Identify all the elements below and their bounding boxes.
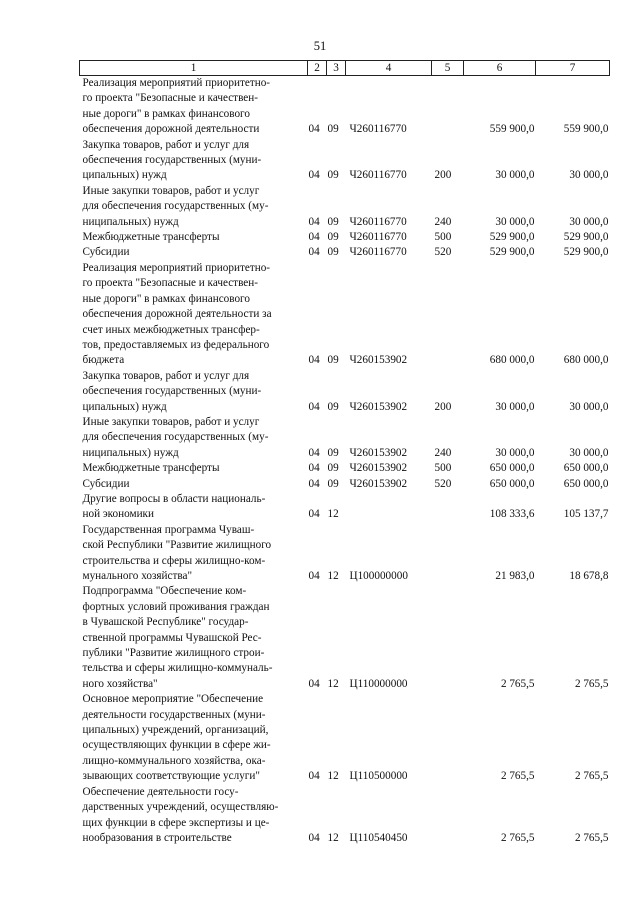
table-row bbox=[80, 692, 610, 784]
table-row bbox=[80, 184, 610, 230]
section-code: 04 bbox=[308, 231, 320, 244]
section-code: 04 bbox=[308, 169, 320, 182]
item-name: Подпрограмма "Обеспечение ком- фортных условий проживания граждан в Чувашской Республике" государ- ственной программы Чувашской Рес- публики "Развитие жилищного строи- тельства и сферы жилищно-коммуналь- ного хозяйства" bbox=[82, 585, 273, 690]
header-col-4: 4 bbox=[346, 61, 432, 76]
amount-col-6: 108 333,6 bbox=[489, 508, 535, 521]
table-row bbox=[80, 76, 610, 138]
target-article-code: Ч260153902 bbox=[349, 354, 408, 367]
target-article-code: Ч260116770 bbox=[349, 123, 407, 136]
item-name: Субсидии bbox=[82, 246, 130, 259]
section-code: 04 bbox=[308, 831, 320, 844]
expense-type-code: 240 bbox=[434, 215, 452, 228]
section-code: 04 bbox=[308, 446, 320, 459]
amount-col-7: 30 000,0 bbox=[569, 215, 609, 228]
item-name: Реализация мероприятий приоритетно- го проекта "Безопасные и качествен- ные дороги" в рамках финансового обеспечения дорожной деятельности bbox=[82, 77, 271, 136]
header-col-6: 6 bbox=[464, 61, 536, 76]
header-col-1: 1 bbox=[80, 61, 308, 76]
amount-col-7: 529 900,0 bbox=[563, 231, 609, 244]
table-row bbox=[80, 230, 610, 245]
subsection-code: 09 bbox=[327, 354, 339, 367]
amount-col-7: 650 000,0 bbox=[563, 462, 609, 475]
item-name: Основное мероприятие "Обеспечение деятельности государственных (муни- ципальных) учреждений, организаций, осуществляющих функции в сфере жи- лищно-коммунального хозяйства, ока- зывающих соответствующие услуги" bbox=[82, 693, 271, 783]
target-article-code: Ч260116770 bbox=[349, 215, 407, 228]
amount-col-6: 2 765,5 bbox=[500, 831, 535, 844]
item-name: Иные закупки товаров, работ и услуг для обеспечения государственных (му- ниципальных) нужд bbox=[82, 184, 269, 228]
amount-col-7: 18 678,8 bbox=[569, 570, 609, 582]
target-article-code: Ч260153902 bbox=[349, 462, 408, 475]
expense-type-code bbox=[432, 785, 464, 847]
subsection-code: 09 bbox=[327, 231, 339, 244]
target-article-code: Ч260116770 bbox=[349, 231, 407, 244]
subsection-code: 09 bbox=[327, 477, 339, 490]
amount-col-6: 559 900,0 bbox=[489, 123, 535, 136]
target-article-code: Ц110000000 bbox=[349, 677, 408, 690]
subsection-code: 12 bbox=[327, 677, 339, 690]
item-name: Закупка товаров, работ и услуг для обеспечения государственных (муни- ципальных) нужд bbox=[82, 138, 262, 182]
amount-col-7: 2 765,5 bbox=[574, 831, 609, 844]
expense-type-code bbox=[432, 523, 464, 585]
section-code: 04 bbox=[308, 462, 320, 475]
item-name: Другие вопросы в области националь- ной экономики bbox=[82, 492, 266, 521]
subsection-code: 12 bbox=[327, 831, 339, 844]
section-code: 04 bbox=[308, 400, 320, 413]
section-code: 04 bbox=[308, 246, 320, 259]
subsection-code: 09 bbox=[327, 246, 339, 259]
table-row bbox=[80, 461, 610, 476]
header-row bbox=[80, 61, 610, 76]
target-article-code: Ч260153902 bbox=[349, 477, 408, 490]
budget-table bbox=[79, 60, 610, 846]
item-name: Межбюджетные трансферты bbox=[82, 231, 220, 244]
table-row bbox=[80, 477, 610, 492]
item-name: Межбюджетные трансферты bbox=[82, 462, 220, 475]
amount-col-7: 2 765,5 bbox=[574, 770, 609, 783]
expense-type-code: 520 bbox=[434, 246, 452, 259]
table-row bbox=[80, 261, 610, 369]
subsection-code: 09 bbox=[327, 462, 339, 475]
subsection-code: 12 bbox=[327, 508, 339, 521]
subsection-code: 09 bbox=[327, 215, 339, 228]
amount-col-7: 105 137,7 bbox=[563, 508, 609, 521]
item-name: Обеспечение деятельности госу- дарственных учреждений, осуществляю- щих функции в сфере экспертизы и це- нообразования в строительстве bbox=[82, 785, 279, 844]
amount-col-6: 30 000,0 bbox=[495, 215, 535, 228]
target-article-code: Ц100000000 bbox=[349, 570, 408, 582]
table-row bbox=[80, 138, 610, 184]
target-article-code: Ч260116770 bbox=[349, 169, 407, 182]
expense-type-code bbox=[432, 584, 464, 692]
table-row bbox=[80, 584, 610, 692]
amount-col-6: 2 765,5 bbox=[500, 770, 535, 783]
subsection-code: 09 bbox=[327, 169, 339, 182]
amount-col-6: 2 765,5 bbox=[500, 677, 535, 690]
amount-col-7: 559 900,0 bbox=[563, 123, 609, 136]
amount-col-6: 529 900,0 bbox=[489, 231, 535, 244]
section-code: 04 bbox=[308, 354, 320, 367]
expense-type-code: 500 bbox=[434, 231, 452, 244]
subsection-code: 12 bbox=[327, 570, 339, 582]
header-col-3: 3 bbox=[327, 61, 346, 76]
item-name: Государственная программа Чуваш- ской Республики "Развитие жилищного строительства и сферы жилищно-ком- мунального хозяйства" bbox=[82, 523, 272, 582]
item-name: Субсидии bbox=[82, 477, 130, 490]
target-article-code: Ц110540450 bbox=[349, 831, 408, 844]
table-row bbox=[80, 369, 610, 415]
expense-type-code: 500 bbox=[434, 462, 452, 475]
section-code: 04 bbox=[308, 123, 320, 136]
section-code: 04 bbox=[308, 477, 320, 490]
amount-col-6: 650 000,0 bbox=[489, 462, 535, 475]
target-article-code bbox=[346, 492, 432, 523]
page-number: 51 bbox=[313, 39, 327, 53]
table-row bbox=[80, 785, 610, 847]
header-col-2: 2 bbox=[308, 61, 327, 76]
table-row bbox=[80, 523, 610, 585]
amount-col-6: 30 000,0 bbox=[495, 400, 535, 413]
subsection-code: 12 bbox=[327, 770, 339, 783]
expense-type-code bbox=[432, 492, 464, 523]
expense-type-code bbox=[432, 261, 464, 369]
subsection-code: 09 bbox=[327, 446, 339, 459]
amount-col-6: 30 000,0 bbox=[495, 446, 535, 459]
section-code: 04 bbox=[308, 215, 320, 228]
header-col-7: 7 bbox=[536, 61, 610, 76]
amount-col-7: 680 000,0 bbox=[563, 354, 609, 367]
expense-type-code: 520 bbox=[434, 477, 452, 490]
amount-col-6: 21 983,0 bbox=[495, 570, 535, 582]
expense-type-code: 240 bbox=[434, 446, 452, 459]
item-name: Реализация мероприятий приоритетно- го проекта "Безопасные и качествен- ные дороги" в рамках финансового обеспечения дорожной деятельности за счет иных межбюджетных трансфер- тов, предоставляемых из федерального бюджета bbox=[82, 261, 272, 367]
amount-col-6: 680 000,0 bbox=[489, 354, 535, 367]
section-code: 04 bbox=[308, 570, 320, 582]
expense-type-code bbox=[432, 692, 464, 784]
table-row bbox=[80, 415, 610, 461]
target-article-code: Ч260153902 bbox=[349, 400, 408, 413]
amount-col-7: 30 000,0 bbox=[569, 400, 609, 413]
expense-type-code bbox=[432, 76, 464, 138]
amount-col-7: 30 000,0 bbox=[569, 169, 609, 182]
section-code: 04 bbox=[308, 677, 320, 690]
item-name: Закупка товаров, работ и услуг для обеспечения государственных (муни- ципальных) нужд bbox=[82, 369, 262, 413]
amount-col-7: 529 900,0 bbox=[563, 246, 609, 259]
table-row bbox=[80, 245, 610, 260]
expense-type-code: 200 bbox=[434, 400, 452, 413]
subsection-code: 09 bbox=[327, 123, 339, 136]
amount-col-6: 529 900,0 bbox=[489, 246, 535, 259]
amount-col-7: 650 000,0 bbox=[563, 477, 609, 490]
section-code: 04 bbox=[308, 770, 320, 783]
target-article-code: Ч260116770 bbox=[349, 246, 407, 259]
target-article-code: Ц110500000 bbox=[349, 770, 408, 783]
subsection-code: 09 bbox=[327, 400, 339, 413]
target-article-code: Ч260153902 bbox=[349, 446, 408, 459]
expense-type-code: 200 bbox=[434, 169, 452, 182]
table-row bbox=[80, 492, 610, 523]
header-col-5: 5 bbox=[432, 61, 464, 76]
amount-col-7: 2 765,5 bbox=[574, 677, 609, 690]
amount-col-7: 30 000,0 bbox=[569, 446, 609, 459]
amount-col-6: 650 000,0 bbox=[489, 477, 535, 490]
section-code: 04 bbox=[308, 508, 320, 521]
item-name: Иные закупки товаров, работ и услуг для обеспечения государственных (му- ниципальных) нужд bbox=[82, 415, 269, 459]
amount-col-6: 30 000,0 bbox=[495, 169, 535, 182]
